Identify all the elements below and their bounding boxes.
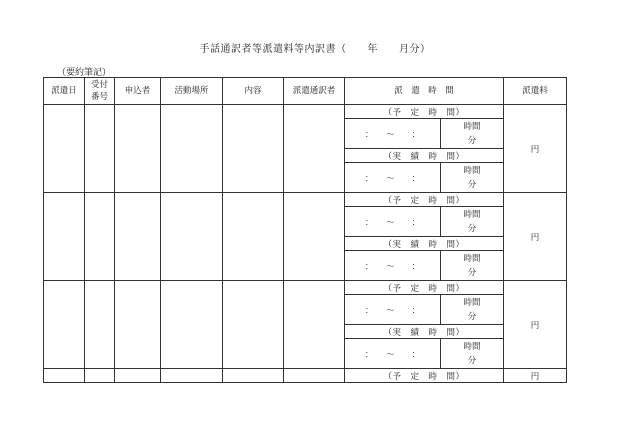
venue-cell[interactable]: [161, 369, 223, 383]
actual-time-range[interactable]: ： ～ ：: [345, 339, 441, 369]
applicant-cell[interactable]: [115, 369, 161, 383]
breakdown-table: [43, 77, 567, 383]
fee-cell[interactable]: 円: [504, 369, 567, 383]
planned-time-label: （予 定 時 間）: [345, 105, 504, 119]
table-row: [44, 369, 567, 383]
header-row: [44, 78, 567, 105]
date-cell[interactable]: [44, 105, 85, 193]
header-applicant: 申込者: [115, 78, 161, 105]
date-cell[interactable]: [44, 193, 85, 281]
content-cell[interactable]: [223, 105, 284, 193]
receipt-no-cell[interactable]: [85, 369, 115, 383]
category-note: （要約筆記）: [57, 68, 112, 78]
header-receipt-no: 受付 番号: [85, 78, 115, 105]
header-content: 内容: [223, 78, 284, 105]
date-cell[interactable]: [44, 369, 85, 383]
fee-cell[interactable]: 円: [504, 281, 567, 369]
interpreter-cell[interactable]: [284, 105, 345, 193]
header-fee: 派遣料: [504, 78, 567, 105]
content-cell[interactable]: [223, 193, 284, 281]
actual-time-label: （実 績 時 間）: [345, 149, 504, 163]
interpreter-cell[interactable]: [284, 369, 345, 383]
planned-time-label: （予 定 時 間）: [345, 369, 504, 383]
table-row: [44, 281, 567, 295]
receipt-no-cell[interactable]: [85, 193, 115, 281]
actual-time-label: （実 績 時 間）: [345, 237, 504, 251]
fee-cell[interactable]: 円: [504, 193, 567, 281]
receipt-no-cell[interactable]: [85, 281, 115, 369]
interpreter-cell[interactable]: [284, 281, 345, 369]
planned-duration[interactable]: 時間 分: [441, 295, 504, 325]
date-cell[interactable]: [44, 281, 85, 369]
receipt-no-cell[interactable]: [85, 105, 115, 193]
venue-cell[interactable]: [161, 105, 223, 193]
header-venue: 活動場所: [161, 78, 223, 105]
document-title: 手話通訳者等派遣料等内訳書（ 年 月分）: [199, 44, 431, 55]
planned-time-label: （予 定 時 間）: [345, 193, 504, 207]
applicant-cell[interactable]: [115, 105, 161, 193]
venue-cell[interactable]: [161, 281, 223, 369]
planned-time-range[interactable]: ： ～ ：: [345, 295, 441, 325]
planned-time-label: （予 定 時 間）: [345, 281, 504, 295]
actual-duration[interactable]: 時間 分: [441, 251, 504, 281]
applicant-cell[interactable]: [115, 193, 161, 281]
actual-time-range[interactable]: ： ～ ：: [345, 163, 441, 193]
table-row: [44, 193, 567, 207]
actual-duration[interactable]: 時間 分: [441, 339, 504, 369]
planned-time-range[interactable]: ： ～ ：: [345, 119, 441, 149]
header-interpreter: 派遣通訳者: [284, 78, 345, 105]
table-row: [44, 105, 567, 119]
actual-time-range[interactable]: ： ～ ：: [345, 251, 441, 281]
fee-cell[interactable]: 円: [504, 105, 567, 193]
interpreter-cell[interactable]: [284, 193, 345, 281]
venue-cell[interactable]: [161, 193, 223, 281]
applicant-cell[interactable]: [115, 281, 161, 369]
content-cell[interactable]: [223, 281, 284, 369]
header-date: 派遣日: [44, 78, 85, 105]
content-cell[interactable]: [223, 369, 284, 383]
actual-time-label: （実 績 時 間）: [345, 325, 504, 339]
planned-time-range[interactable]: ： ～ ：: [345, 207, 441, 237]
planned-duration[interactable]: 時間 分: [441, 207, 504, 237]
header-time: 派 遣 時 間: [345, 78, 504, 105]
actual-duration[interactable]: 時間 分: [441, 163, 504, 193]
planned-duration[interactable]: 時間 分: [441, 119, 504, 149]
